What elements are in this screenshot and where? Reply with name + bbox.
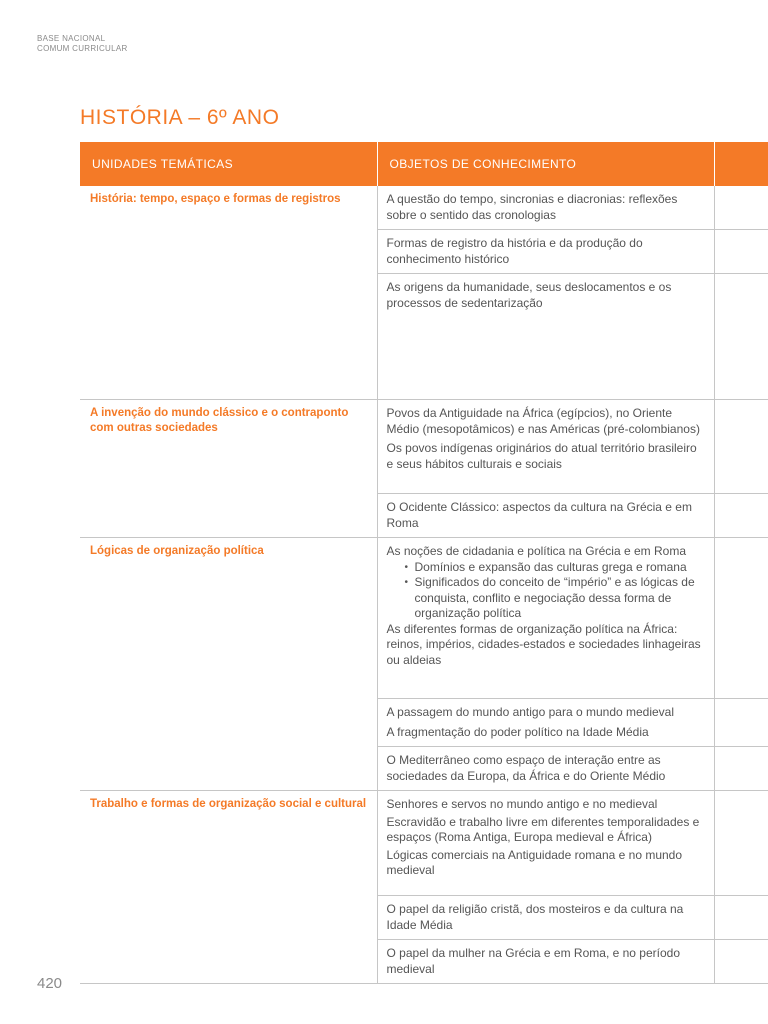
object-cell — [377, 699, 714, 747]
object-text: O papel da religião cristã, dos mosteiros e da cultura na Idade Média — [386, 902, 684, 932]
empty-cell — [714, 400, 768, 494]
object-text: As diferentes formas de organização política na África: reinos, impérios, cidades-estados e sociedades linhageiras ou aldeias — [386, 621, 701, 667]
table-row — [80, 400, 768, 494]
object-cell — [377, 940, 714, 984]
bullet-item: • Domínios e expansão das culturas grega e romana — [405, 560, 706, 576]
object-text: A passagem do mundo antigo para o mundo medieval — [386, 705, 675, 719]
empty-cell — [714, 274, 768, 400]
table-row — [80, 791, 768, 896]
table-row — [80, 186, 768, 230]
unit-name: História: tempo, espaço e formas de registros — [80, 186, 377, 400]
empty-cell — [714, 699, 768, 747]
object-text: Lógicas comerciais na Antiguidade romana e no mundo medieval — [386, 847, 683, 877]
header-objetos-de-conhecimento: OBJETOS DE CONHECIMENTO — [377, 142, 714, 186]
empty-cell — [714, 747, 768, 791]
object-text: Senhores e servos no mundo antigo e no medieval — [386, 797, 658, 811]
object-text: Os povos indígenas originários do atual território brasileiro e seus hábitos culturais e sociais — [386, 441, 697, 471]
header-line-2: COMUM CURRICULAR — [37, 44, 128, 53]
object-text: As origens da humanidade, seus deslocamentos e os processos de sedentarização — [386, 280, 672, 310]
empty-cell — [714, 230, 768, 274]
document-header — [37, 34, 128, 54]
empty-cell — [714, 940, 768, 984]
object-text: Formas de registro da história e da produção do conhecimento histórico — [386, 236, 643, 266]
object-text: O papel da mulher na Grécia e em Roma, e no período medieval — [386, 946, 680, 976]
empty-cell — [714, 186, 768, 230]
object-text: Escravidão e trabalho livre em diferentes temporalidades e espaços (Roma Antiga, Europa medieval e África) — [386, 814, 700, 844]
object-cell — [377, 230, 714, 274]
header-line-1: BASE NACIONAL — [37, 34, 106, 43]
unit-name: A invenção do mundo clássico e o contraponto com outras sociedades — [80, 400, 377, 538]
empty-cell — [714, 538, 768, 699]
object-cell — [377, 747, 714, 791]
bullet-list — [387, 560, 706, 622]
object-cell — [377, 400, 714, 494]
object-cell — [377, 538, 714, 699]
page-number: 420 — [37, 975, 63, 992]
object-text: A fragmentação do poder político na Idade Média — [386, 724, 649, 739]
curriculum-table — [80, 142, 768, 984]
unit-name: Lógicas de organização política — [80, 538, 377, 791]
object-cell — [377, 896, 714, 940]
object-cell — [377, 274, 714, 400]
object-text: As noções de cidadania e política na Grécia e em Roma — [386, 544, 687, 558]
table-row — [80, 538, 768, 699]
object-cell — [377, 791, 714, 896]
empty-cell — [714, 791, 768, 896]
unit-name: Trabalho e formas de organização social e cultural — [80, 791, 377, 984]
bullet-item: • Significados do conceito de “império” e as lógicas de conquista, conflito e negociação dessa forma de organização política — [405, 575, 706, 622]
header-unidades-tematicas: UNIDADES TEMÁTICAS — [80, 142, 377, 186]
empty-cell — [714, 494, 768, 538]
page-title: HISTÓRIA – 6º ANO — [80, 106, 280, 129]
object-text: A questão do tempo, sincronias e diacronias: reflexões sobre o sentido das cronologias — [386, 192, 678, 222]
object-text: O Mediterrâneo como espaço de interação entre as sociedades da Europa, da África e do Oriente Médio — [386, 753, 666, 783]
table-header-row — [80, 142, 768, 186]
object-cell — [377, 186, 714, 230]
header-column-3 — [714, 142, 768, 186]
object-cell — [377, 494, 714, 538]
object-text: Povos da Antiguidade na África (egípcios), no Oriente Médio (mesopotâmicos) e nas Américas (pré-colombianos) — [386, 406, 700, 436]
object-text: O Ocidente Clássico: aspectos da cultura na Grécia e em Roma — [386, 500, 692, 530]
empty-cell — [714, 896, 768, 940]
